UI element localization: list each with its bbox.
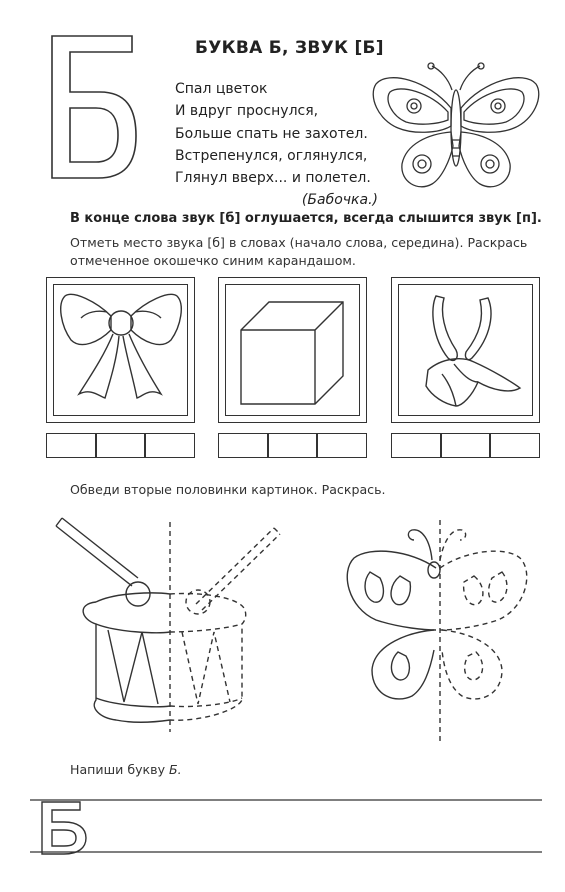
position-box[interactable] bbox=[489, 433, 540, 458]
poem-line: Больше спать не захотел. bbox=[175, 125, 368, 142]
writing-sample-letter-b bbox=[38, 800, 90, 856]
task-instruction-1: Отметь место звука [б] в словах (начало слова, середина). Раскрась отмеченное окошечко синим карандашом. bbox=[70, 235, 528, 268]
poem bbox=[175, 78, 378, 212]
picture-card-banana bbox=[391, 277, 540, 423]
poem-line: И вдруг проснулся, bbox=[175, 103, 319, 120]
bow-icon bbox=[47, 278, 196, 424]
writing-lines[interactable] bbox=[30, 796, 542, 856]
butterfly-trace-icon bbox=[330, 520, 535, 742]
position-box[interactable] bbox=[267, 433, 318, 458]
butterfly-icon bbox=[368, 60, 544, 196]
banana-icon bbox=[392, 278, 541, 424]
big-letter-b bbox=[48, 32, 138, 182]
poem-author: (Бабочка.) bbox=[301, 192, 378, 209]
position-box[interactable] bbox=[391, 433, 442, 458]
poem-line: Спал цветок bbox=[175, 81, 268, 97]
task3-letter: Б. bbox=[169, 762, 182, 777]
drum-icon bbox=[46, 512, 286, 742]
position-box[interactable] bbox=[144, 433, 195, 458]
position-box[interactable] bbox=[218, 433, 269, 458]
poem-line: Глянул вверх... и полетел. bbox=[175, 170, 371, 187]
picture-card-bow bbox=[46, 277, 195, 423]
position-box[interactable] bbox=[95, 433, 146, 458]
task-instruction-3 bbox=[70, 762, 182, 777]
picture-card-cube bbox=[218, 277, 367, 423]
cube-icon bbox=[219, 278, 368, 424]
position-box[interactable] bbox=[46, 433, 97, 458]
sound-position-boxes-bow bbox=[46, 433, 195, 458]
position-box[interactable] bbox=[440, 433, 491, 458]
sound-position-boxes-cube bbox=[218, 433, 367, 458]
page-title: БУКВА Б, ЗВУК [Б] bbox=[195, 38, 384, 58]
sound-position-boxes-banana bbox=[391, 433, 540, 458]
task3-text: Напиши букву bbox=[70, 762, 170, 777]
rule-text: В конце слова звук [б] оглушается, всегда слышится звук [п]. bbox=[70, 211, 542, 226]
poem-line: Встрепенулся, оглянулся, bbox=[175, 147, 368, 164]
task-instruction-2: Обведи вторые половинки картинок. Раскрась. bbox=[70, 482, 386, 497]
position-box[interactable] bbox=[316, 433, 367, 458]
